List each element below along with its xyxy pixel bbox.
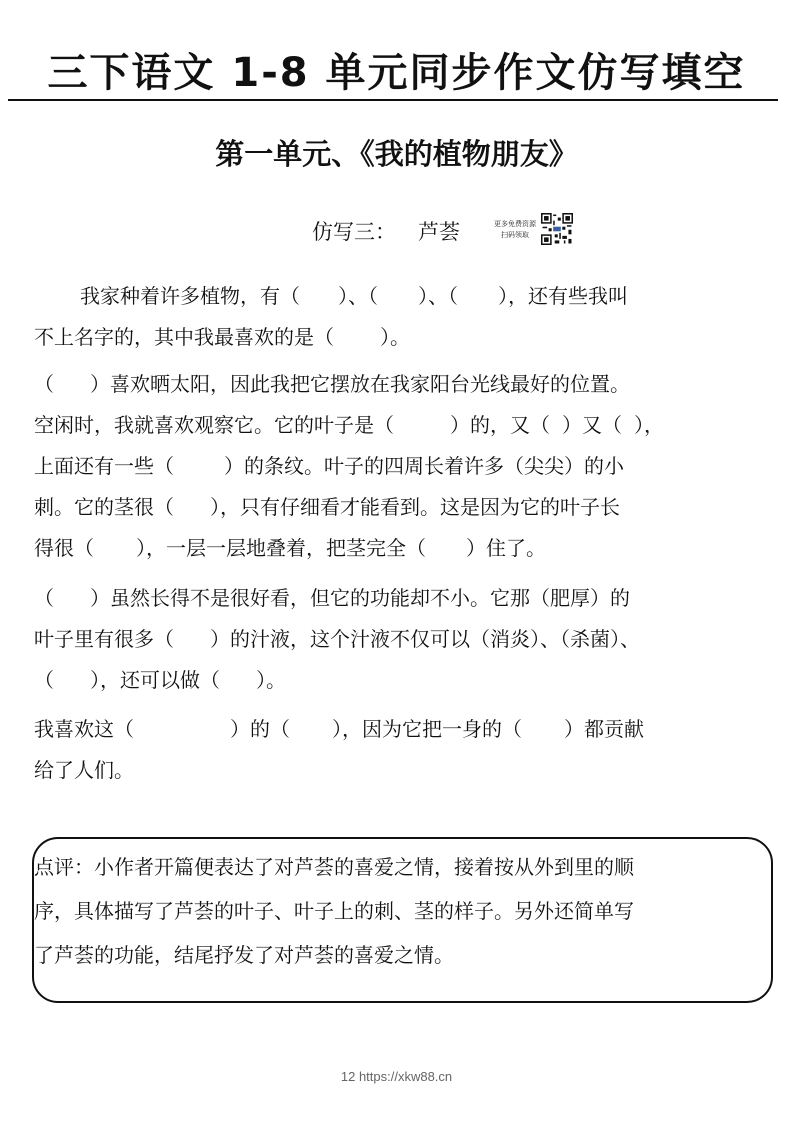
paragraph-text: 得很（ — [34, 536, 94, 560]
exercise-subject: 芦荟 — [418, 220, 460, 244]
paragraph-text: ）。 — [380, 325, 410, 349]
paragraph-text: ）虽然长得不是很好看，但它的功能却不小。它那（肥厚）的 — [90, 586, 630, 610]
paragraph-2-line-1 — [34, 364, 762, 405]
title-divider — [8, 99, 778, 101]
paragraph-3-line-3 — [34, 660, 762, 701]
paragraph-1-line-1 — [34, 276, 762, 317]
paragraph-text: ）、（ — [338, 284, 378, 308]
paragraph-text: ）又（ — [562, 413, 622, 437]
paragraph-text: 我喜欢这（ — [34, 717, 134, 741]
paragraph-2-line-4 — [34, 487, 762, 528]
unit-title: 第一单元、《我的植物朋友》 — [215, 137, 578, 171]
paragraph-text: ）的汁液，这个汁液不仅可以（消炎）、（杀菌）、 — [210, 627, 640, 651]
paragraph-text: ）的条纹。叶子的四周长着许多（尖尖）的小 — [224, 454, 624, 478]
paragraph-text: ），一层一层地叠着，把茎完全（ — [136, 536, 426, 560]
paragraph-text: ），还有些我叫 — [498, 284, 628, 308]
qr-caption-line1: 更多免费资源 — [494, 220, 536, 228]
paragraph-3-line-1 — [34, 578, 762, 619]
paragraph-text: 空闲时，我就喜欢观察它。它的叶子是（ — [34, 413, 394, 437]
paragraph-text: ），只有仔细看才能看到。这是因为它的叶子长 — [210, 495, 620, 519]
paragraph-2-line-5 — [34, 528, 762, 569]
paragraph-text: ）喜欢晒太阳，因此我把它摆放在我家阳台光线最好的位置。 — [90, 372, 630, 396]
page-footer — [0, 1069, 793, 1084]
exercise-subtitle — [312, 212, 460, 252]
paragraph-text: （ — [34, 668, 54, 692]
paragraph-text: （ — [34, 586, 54, 610]
paragraph-3-line-2 — [34, 619, 762, 660]
paragraph-text: 不上名字的，其中我最喜欢的是（ — [34, 325, 334, 349]
footer-url[interactable]: https://xkw88.cn — [358, 1069, 453, 1084]
paragraph-text: ）、（ — [418, 284, 458, 308]
review-text — [34, 845, 770, 977]
review-line: 了芦荟的功能，结尾抒发了对芦荟的喜爱之情。 — [34, 943, 454, 967]
qr-caption — [489, 219, 541, 241]
paragraph-text: ）都贡献 — [564, 717, 644, 741]
review-line: 点评：小作者开篇便表达了对芦荟的喜爱之情，接着按从外到里的顺 — [34, 855, 634, 879]
paragraph-text: ）， — [634, 413, 664, 437]
page-title: 三下语文 1-8 单元同步作文仿写填空 — [47, 50, 746, 96]
paragraph-text: 刺。它的茎很（ — [34, 495, 174, 519]
review-line: 序，具体描写了芦荟的叶子、叶子上的刺、茎的样子。另外还简单写 — [34, 899, 634, 923]
paragraph-text: ），还可以做（ — [90, 668, 220, 692]
exercise-label: 仿写三： — [312, 220, 396, 244]
paragraph-4-line-2: 给了人们。 — [34, 758, 134, 782]
paragraph-text: ）的（ — [230, 717, 290, 741]
paragraph-text: （ — [34, 372, 54, 396]
paragraph-text: ），因为它把一身的（ — [332, 717, 522, 741]
paragraph-1-line-2 — [34, 317, 762, 358]
paragraph-text: 上面还有一些（ — [34, 454, 174, 478]
paragraph-2-line-2 — [34, 405, 762, 446]
paragraph-4-line-1 — [34, 709, 762, 750]
paragraph-text: ）住了。 — [466, 536, 546, 560]
paragraph-text: 我家种着许多植物，有（ — [80, 284, 300, 308]
qr-badge[interactable] — [489, 211, 579, 247]
paragraph-2-line-3 — [34, 446, 762, 487]
paragraph-text: 叶子里有很多（ — [34, 627, 174, 651]
page-number: 12 — [340, 1069, 356, 1084]
qr-caption-line2: 扫码领取 — [501, 231, 529, 239]
paragraph-text: ）的，又（ — [450, 413, 550, 437]
qr-code-icon[interactable] — [541, 212, 573, 246]
paragraph-text: ）。 — [256, 668, 286, 692]
